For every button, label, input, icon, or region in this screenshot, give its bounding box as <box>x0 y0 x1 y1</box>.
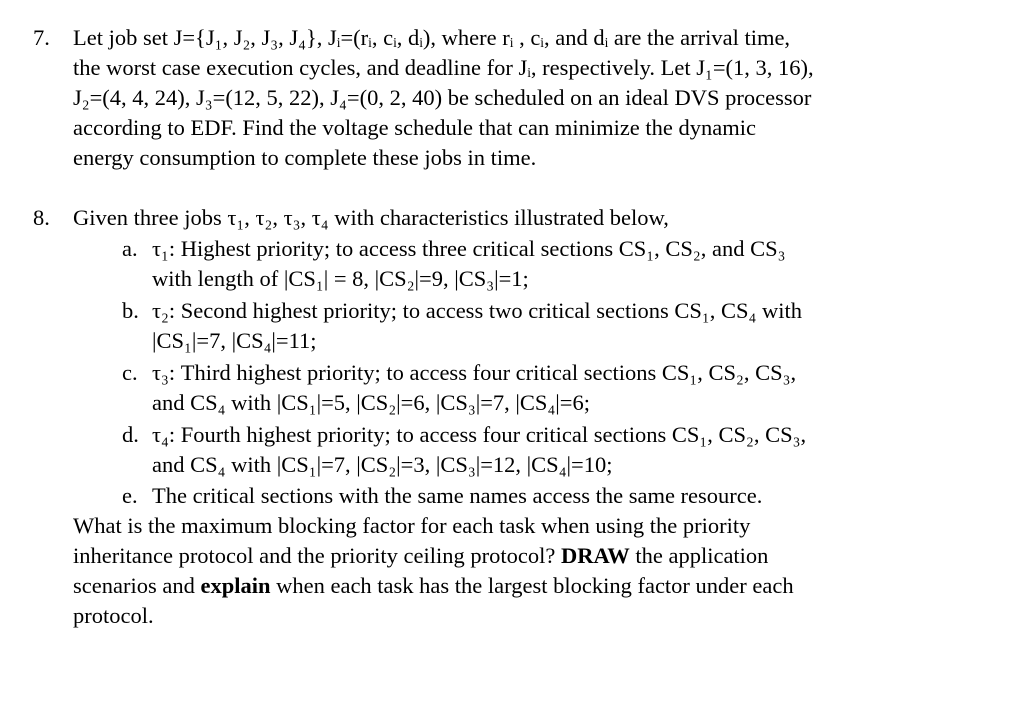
closing-text: inheritance protocol and the priority ceiling protocol? <box>73 543 556 568</box>
question-line: energy consumption to complete these jobs in time. <box>73 145 537 170</box>
item-marker: a. <box>122 236 138 261</box>
item-marker: c. <box>122 360 138 385</box>
question-number: 8. <box>33 205 50 230</box>
item-line: τ₁: Highest priority; to access three critical sections CS₁, CS₂, and CS₃ <box>152 236 786 261</box>
question-line: the worst case execution cycles, and deadline for Jᵢ, respectively. Let J₁=(1, 3, 16), <box>73 55 814 80</box>
closing-text: scenarios and <box>73 573 201 598</box>
item-line: The critical sections with the same names access the same resource. <box>152 483 763 508</box>
item-line: with length of |CS₁| = 8, |CS₂|=9, |CS₃|=1; <box>152 266 529 291</box>
closing-text: the application <box>629 543 769 568</box>
question-intro: Given three jobs τ₁, τ₂, τ₃, τ₄ with characteristics illustrated below, <box>73 205 669 230</box>
closing-line: What is the maximum blocking factor for each task when using the priority <box>73 513 751 538</box>
question-number: 7. <box>33 25 50 50</box>
item-line: τ₄: Fourth highest priority; to access four critical sections CS₁, CS₂, CS₃, <box>152 422 807 447</box>
question-line: J₂=(4, 4, 24), J₃=(12, 5, 22), J₄=(0, 2, 40) be scheduled on an ideal DVS processor <box>73 85 812 110</box>
closing-line <box>73 571 794 601</box>
item-line: τ₃: Third highest priority; to access four critical sections CS₁, CS₂, CS₃, <box>152 360 797 385</box>
question-line: Let job set J={J₁, J₂, J₃, J₄}, Jᵢ=(rᵢ, cᵢ, dᵢ), where rᵢ , cᵢ, and dᵢ are the arrival time, <box>73 25 791 50</box>
item-line: |CS₁|=7, |CS₄|=11; <box>152 328 317 353</box>
question-line: according to EDF. Find the voltage schedule that can minimize the dynamic <box>73 115 757 140</box>
closing-line <box>73 541 768 571</box>
draw-emphasis: DRAW <box>560 543 630 568</box>
item-line: and CS₄ with |CS₁|=7, |CS₂|=3, |CS₃|=12, |CS₄|=10; <box>152 452 613 477</box>
item-marker: e. <box>122 483 138 508</box>
item-line: τ₂: Second highest priority; to access two critical sections CS₁, CS₄ with <box>152 298 802 323</box>
closing-line: protocol. <box>73 603 154 628</box>
item-line: and CS₄ with |CS₁|=5, |CS₂|=6, |CS₃|=7, |CS₄|=6; <box>152 390 590 415</box>
closing-text: when each task has the largest blocking factor under each <box>270 573 794 598</box>
item-marker: b. <box>122 298 139 323</box>
item-marker: d. <box>122 422 139 447</box>
explain-emphasis: explain <box>200 573 271 598</box>
